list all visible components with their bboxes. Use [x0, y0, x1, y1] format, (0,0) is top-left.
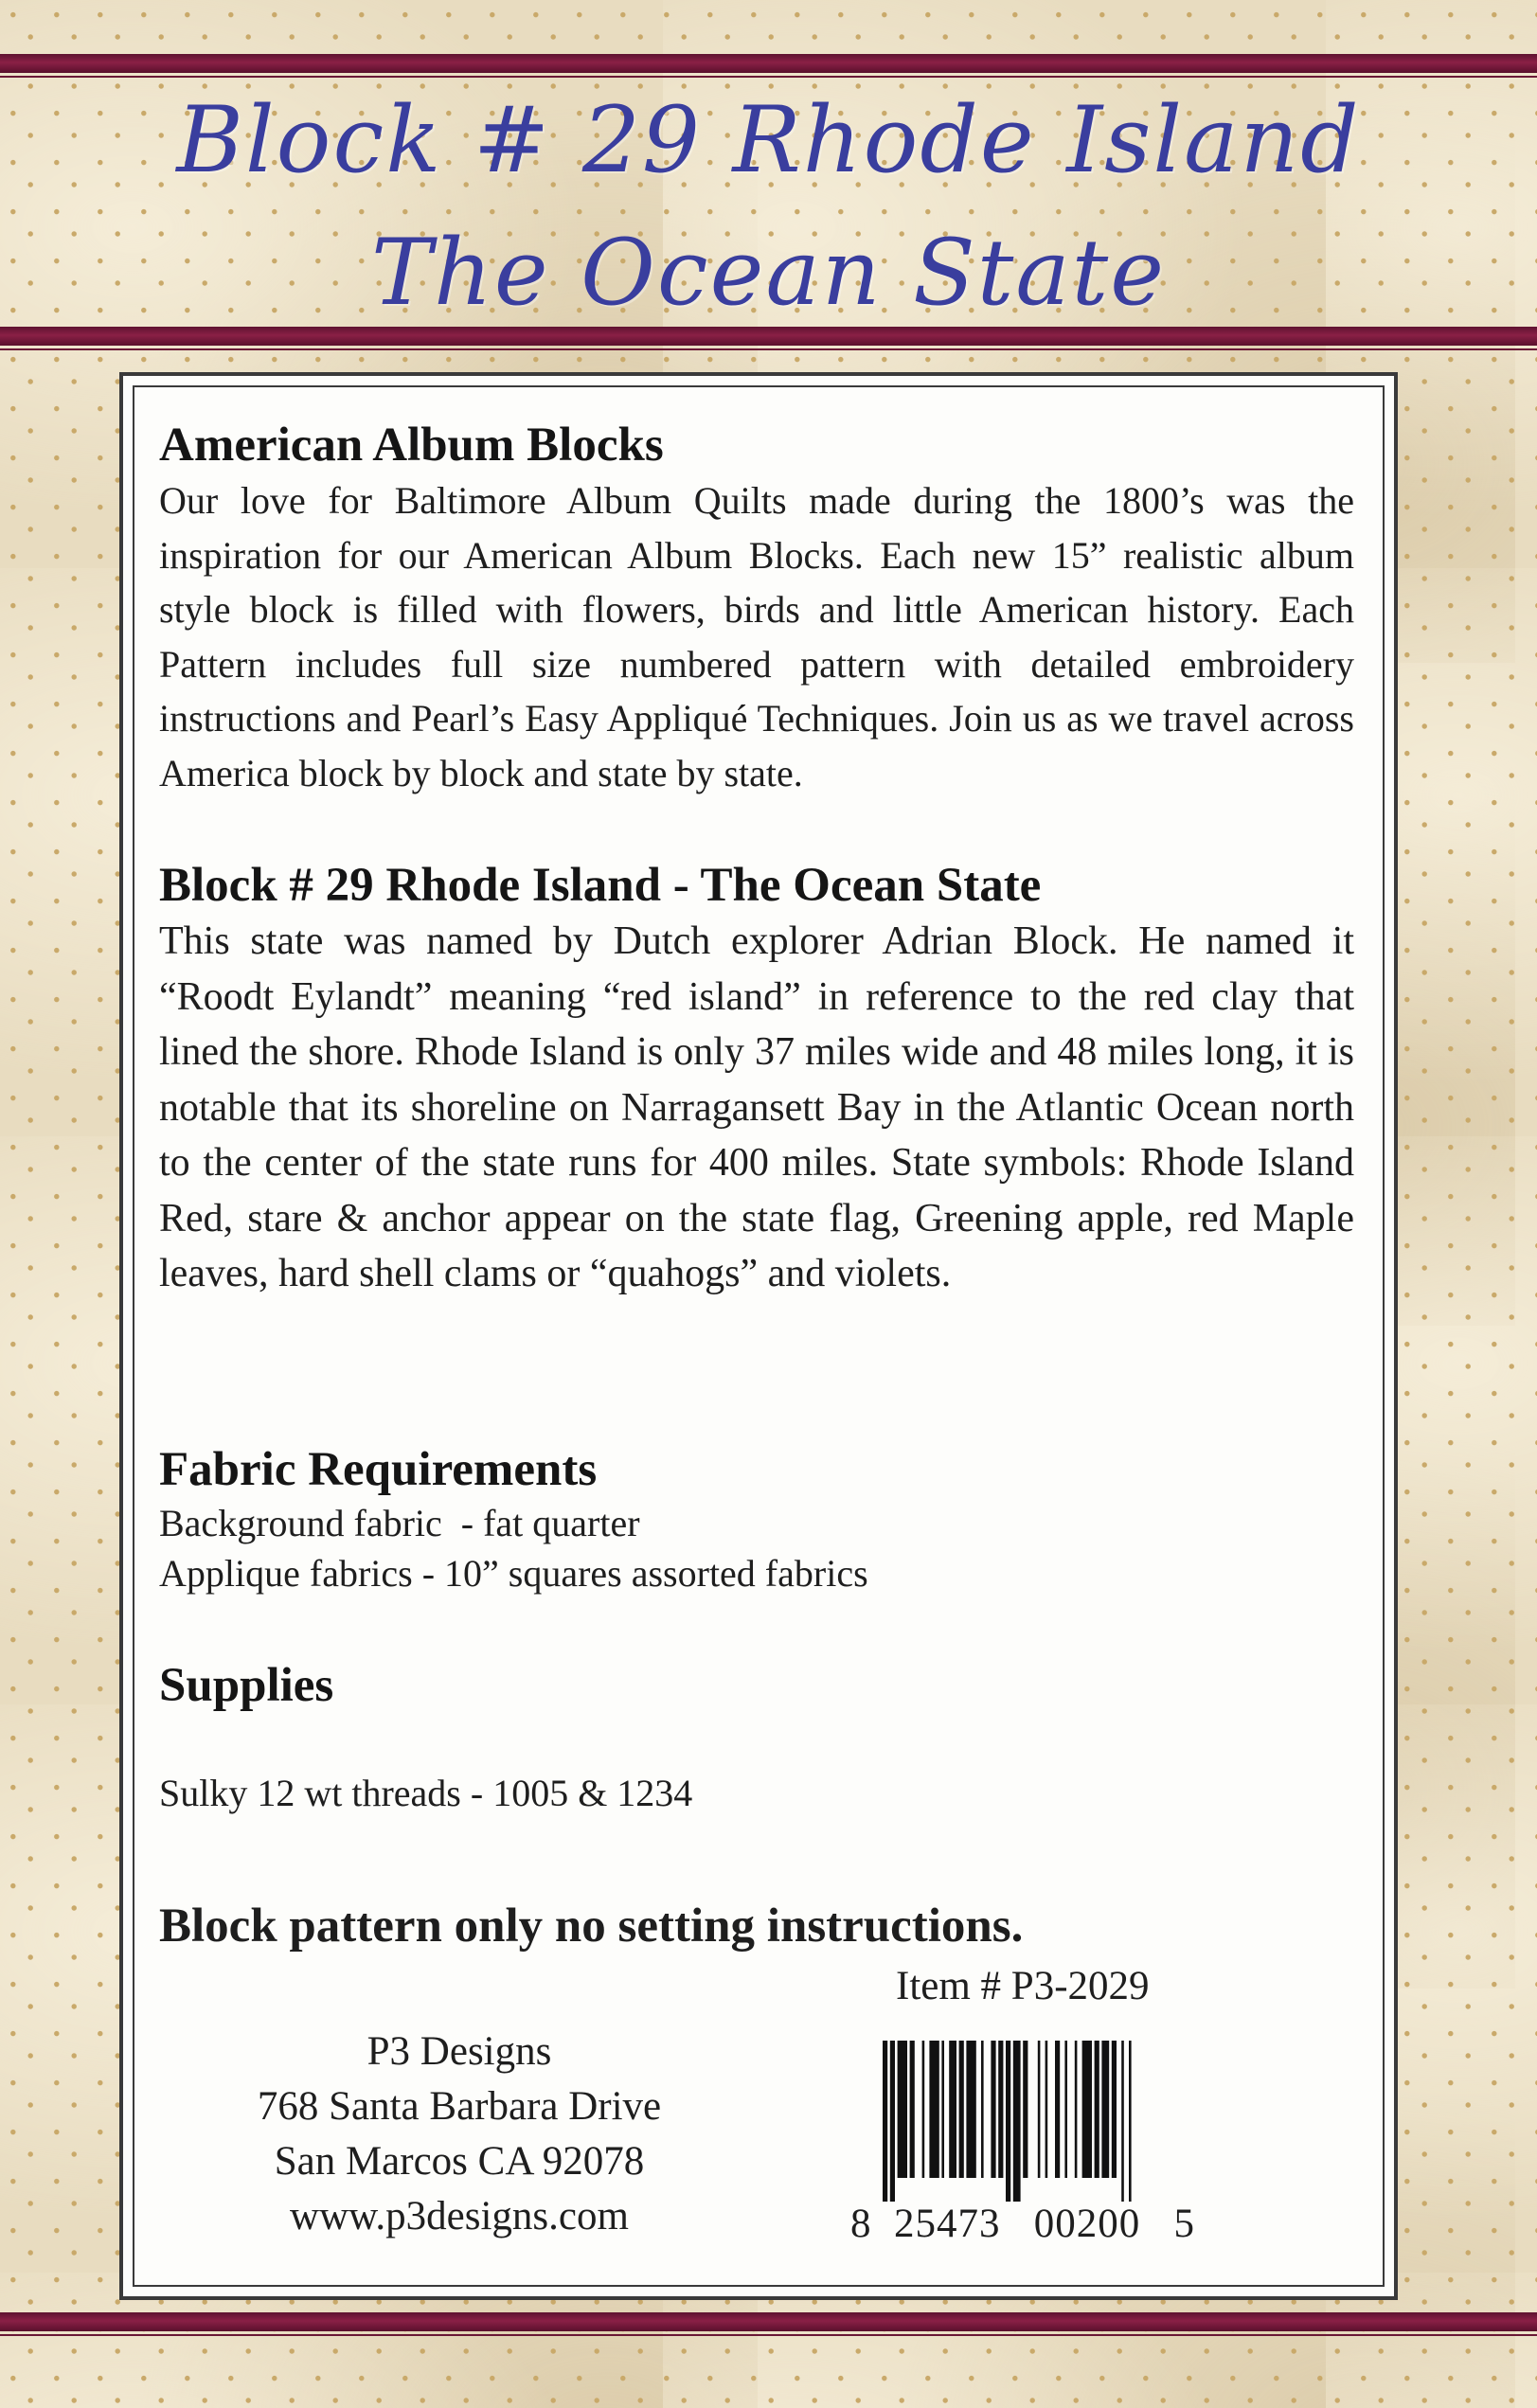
publisher-street: 768 Santa Barbara Drive — [257, 2084, 662, 2129]
section-heading: Block # 29 Rhode Island - The Ocean State — [159, 859, 1042, 912]
barcode-number: 8 25473 00200 5 — [850, 2202, 1195, 2246]
section-heading: American Album Blocks — [159, 419, 664, 472]
section-body: Our love for Baltimore Album Quilts made during the 1800’s was the inspiration for our American Album Blocks. Each new 15” realistic album style block is filled with flowers, birds and little American history. Each Pattern includes full size numbered pattern with detailed embroidery instructions and Pearl’s Easy Appliqué Techniques. Join us as we travel across America block by block and state by state. — [159, 479, 1354, 794]
section-supplies — [159, 1657, 333, 1714]
bottom-border-band — [0, 2312, 1537, 2331]
publisher-website: www.p3designs.com — [290, 2194, 629, 2239]
item-number: Item # P3-2029 — [896, 1964, 1150, 2008]
supply-line: Sulky 12 wt threads - 1005 & 1234 — [159, 1772, 693, 1814]
section-fabric-requirements — [159, 1441, 868, 1598]
section-block-29 — [159, 857, 1354, 1302]
section-heading: Fabric Requirements — [159, 1443, 598, 1496]
publisher-city: San Marcos CA 92078 — [274, 2139, 645, 2184]
barcode-icon — [881, 2041, 1203, 2202]
section-heading: Supplies — [159, 1659, 334, 1712]
publisher-name: P3 Designs — [366, 2029, 552, 2074]
publisher-address — [208, 2025, 710, 2244]
title-line-1: Block # 29 Rhode Island — [176, 87, 1361, 193]
fabric-line: Background fabric - fat quarter — [159, 1502, 640, 1544]
title-line-2: The Ocean State — [370, 220, 1166, 326]
section-american-album-blocks — [159, 417, 1354, 800]
fabric-line: Applique fabrics - 10” squares assorted fabrics — [159, 1552, 868, 1595]
setting-instructions-note: Block pattern only no setting instructions. — [159, 1900, 1024, 1953]
page-title — [0, 74, 1537, 339]
section-body: This state was named by Dutch explorer Adrian Block. He named it “Roodt Eylandt” meaning “red island” in reference to the red clay that lined the shore. Rhode Island is only 37 miles wide and 48 miles long, it is notable that its shoreline on Narragansett Bay in the Atlantic Ocean north to the center of the state runs for 400 miles. State symbols: Rhode Island Red, stare & anchor appear on the state flag, Greening apple, red Maple leaves, hard shell clams or “quahogs” and violets. — [159, 919, 1354, 1295]
top-border-band — [0, 54, 1537, 73]
